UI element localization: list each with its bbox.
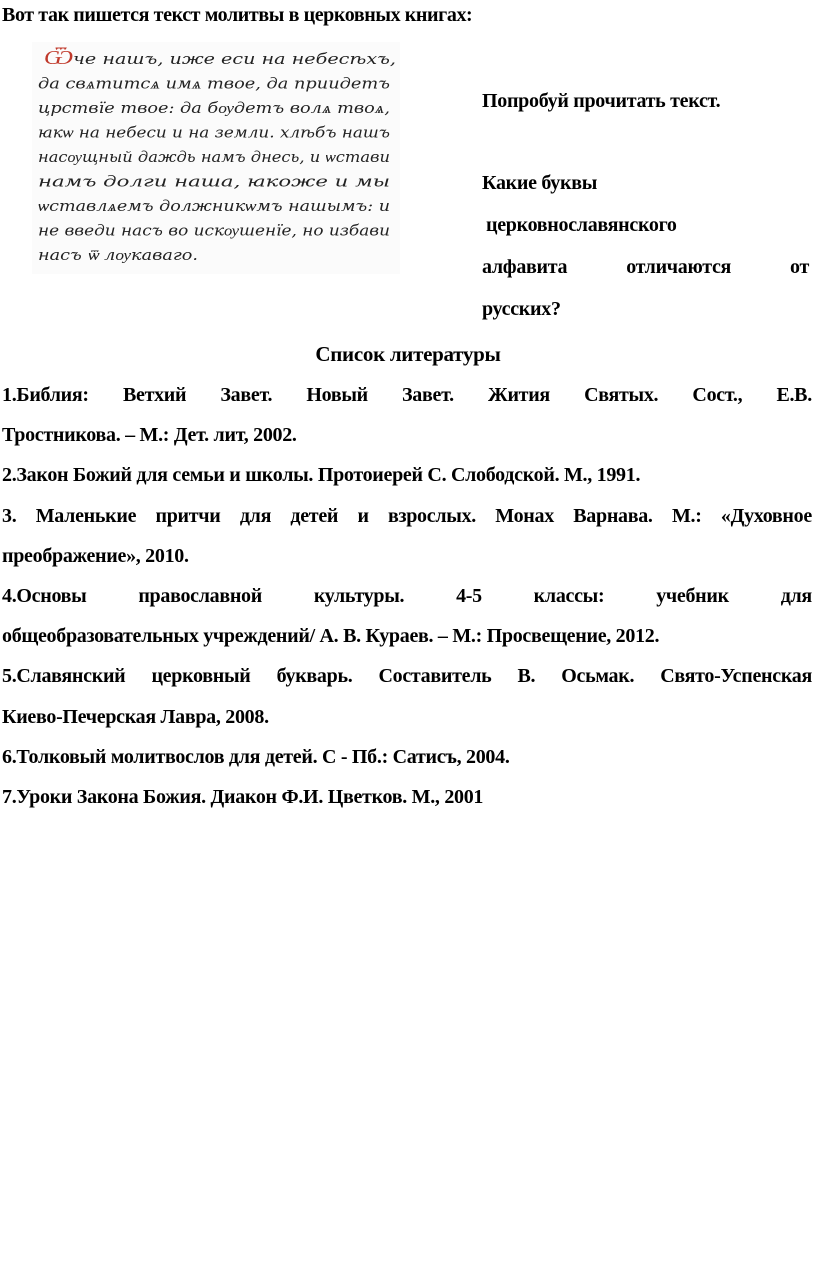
side-prompt: Попробуй прочитать текст. xyxy=(482,90,721,112)
reference-word: 3. xyxy=(2,504,17,527)
reference-line xyxy=(2,576,812,616)
side-question-word: алфавита xyxy=(482,256,568,278)
reference-word: М.: xyxy=(671,504,702,527)
reference-word: Завет. xyxy=(220,384,273,406)
side-question-line-2: церковнославянского xyxy=(486,214,677,236)
prayer-text-svg xyxy=(32,42,400,274)
reference-word: детей xyxy=(290,504,339,527)
reference-word: Завет. xyxy=(402,384,454,406)
intro-text: Вот так пишется текст молитвы в церковных книгах: xyxy=(2,4,473,26)
prayer-line: да свѧтитсѧ имѧ твое, да приидетъ xyxy=(38,74,391,93)
prayer-line: ꙗкѡ на небеси и на земли. хлѣбъ нашъ xyxy=(38,123,391,142)
reference-word: Е.В. xyxy=(776,384,812,406)
reference-word: Маленькие xyxy=(35,504,137,527)
reference-word: Варнава. xyxy=(573,504,653,527)
side-question-line-3 xyxy=(482,256,809,279)
reference-word: Сост., xyxy=(692,384,743,406)
reference-line: преображение», 2010. xyxy=(2,544,189,567)
prayer-line: насѹщный даждь намъ днесь, и ѡстави xyxy=(38,148,390,166)
reference-word: Составитель xyxy=(378,665,492,688)
side-question-word: отличаются xyxy=(626,256,732,278)
reference-word: Новый xyxy=(306,384,368,406)
reference-word: 1.Библия: xyxy=(2,384,89,406)
reference-word: Осьмак. xyxy=(561,665,635,688)
red-initial-letter: Ѿ xyxy=(44,45,67,69)
reference-word: 4-5 xyxy=(456,585,482,607)
prayer-line: црствїе твое: да бѹдетъ волѧ твоѧ, xyxy=(38,99,390,117)
side-question-word: от xyxy=(790,256,809,278)
church-slavonic-prayer-image xyxy=(32,42,400,274)
reference-word: 5.Славянский xyxy=(2,665,126,688)
reference-line: 6.Толковый молитвослов для детей. С - Пб.: Сатисъ, 2004. xyxy=(2,745,510,768)
reference-line: общеобразовательных учреждений/ А. В. Кураев. – М.: Просвещение, 2012. xyxy=(2,625,660,648)
references-heading: Список литературы xyxy=(315,342,501,366)
reference-line: Тростникова. – М.: Дет. лит, 2002. xyxy=(2,424,297,447)
reference-word: для xyxy=(239,504,272,527)
reference-word: классы: xyxy=(533,585,605,607)
prayer-line: намъ долги наша, ꙗкоже и мы xyxy=(38,172,390,191)
reference-line: 7.Уроки Закона Божия. Диакон Ф.И. Цветков. М., 2001 xyxy=(2,786,484,808)
prayer-line: насъ ѿ лѹкаваго. xyxy=(38,246,198,264)
reference-word: притчи xyxy=(155,504,221,527)
reference-word: культуры. xyxy=(313,585,405,607)
reference-word: православной xyxy=(138,585,262,607)
side-question-line-4: русских? xyxy=(482,298,561,320)
reference-line: Киево-Печерская Лавра, 2008. xyxy=(2,705,269,728)
reference-word: букварь. xyxy=(276,665,353,688)
reference-word: Святых. xyxy=(584,384,659,406)
reference-line xyxy=(2,496,812,536)
prayer-line: ѡставлѧемъ должникѡмъ нашымъ: и xyxy=(38,197,390,215)
prayer-line: Ѿ че нашъ, иже еси на небесѣхъ, xyxy=(44,45,326,69)
reference-word: для xyxy=(780,585,812,607)
reference-word: 4.Основы xyxy=(2,585,87,607)
reference-word: Монах xyxy=(495,504,554,527)
reference-word: «Духовное xyxy=(720,504,812,527)
reference-word: взрослых. xyxy=(388,504,476,527)
reference-line xyxy=(2,375,812,415)
reference-line: 2.Закон Божий для семьи и школы. Протоиерей С. Слободской. М., 1991. xyxy=(2,464,641,487)
reference-word: учебник xyxy=(656,585,729,607)
prayer-line: не введи насъ во искѹшенїе, но избави xyxy=(38,221,390,240)
reference-line xyxy=(2,656,812,696)
reference-word: В. xyxy=(517,665,536,688)
reference-word: Ветхий xyxy=(122,384,187,406)
side-question-line-1: Какие буквы xyxy=(482,172,598,194)
reference-word: Свято-Успенская xyxy=(660,665,812,688)
reference-word: церковный xyxy=(151,665,251,688)
reference-word: Жития xyxy=(487,384,550,406)
reference-word: и xyxy=(357,504,369,527)
